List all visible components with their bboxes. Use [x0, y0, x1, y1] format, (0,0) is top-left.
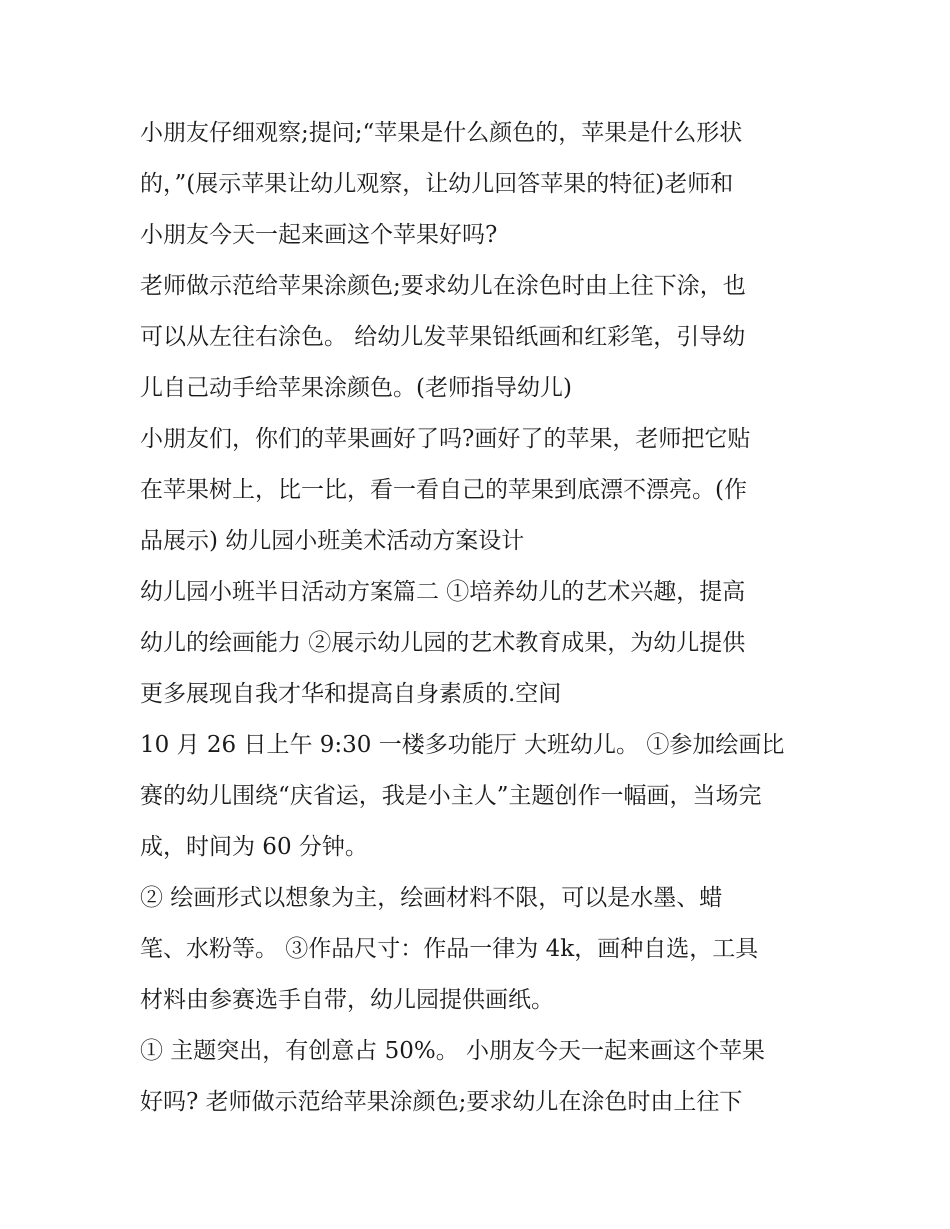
text-line: 可以从左往右涂色。 给幼儿发苹果铅纸画和红彩笔，引导幼 [140, 324, 746, 350]
text-line: 小朋友今天一起来画这个苹果好吗? [140, 222, 498, 248]
text-line: 小朋友仔细观察;提问;“苹果是什么颜色的，苹果是什么形状 [140, 120, 743, 146]
text-line: 的，”(展示苹果让幼儿观察，让幼儿回答苹果的特征)老师和 [140, 171, 734, 197]
text-line: 儿自己动手给苹果涂颜色。(老师指导幼儿) [140, 375, 572, 401]
text-line: 在苹果树上，比一比，看一看自己的苹果到底漂不漂亮。(作 [140, 477, 747, 503]
text-line: 幼儿园小班半日活动方案篇二 ①培养幼儿的艺术兴趣，提高 [140, 579, 746, 605]
text-line: 笔、水粉等。 ③作品尺寸：作品一律为 4k，画种自选，工具 [140, 936, 759, 962]
text-line: 老师做示范给苹果涂颜色;要求幼儿在涂色时由上往下涂，也 [140, 273, 746, 299]
text-line: 10 月 26 日上午 9:30 一楼多功能厅 大班幼儿。 ①参加绘画比 [140, 732, 785, 758]
text-line: 品展示) 幼儿园小班美术活动方案设计 [140, 528, 525, 554]
document-body [140, 108, 812, 1128]
text-line: 成，时间为 60 分钟。 [140, 834, 368, 860]
text-line: 更多展现自我才华和提高自身素质的.空间 [140, 681, 562, 707]
text-line: 幼儿的绘画能力 ②展示幼儿园的艺术教育成果，为幼儿提供 [140, 630, 746, 656]
text-line: 好吗? 老师做示范给苹果涂颜色;要求幼儿在涂色时由上往下 [140, 1089, 743, 1115]
text-line: ② 绘画形式以想象为主，绘画材料不限，可以是水墨、蜡 [140, 885, 723, 911]
text-line: 赛的幼儿围绕“庆省运，我是小主人”主题创作一幅画，当场完 [140, 783, 762, 809]
text-line: 材料由参赛选手自带，幼儿园提供画纸。 [140, 987, 554, 1013]
text-line: 小朋友们，你们的苹果画好了吗?画好了的苹果，老师把它贴 [140, 426, 751, 452]
text-line: ① 主题突出，有创意占 50%。 小朋友今天一起来画这个苹果 [140, 1038, 766, 1064]
